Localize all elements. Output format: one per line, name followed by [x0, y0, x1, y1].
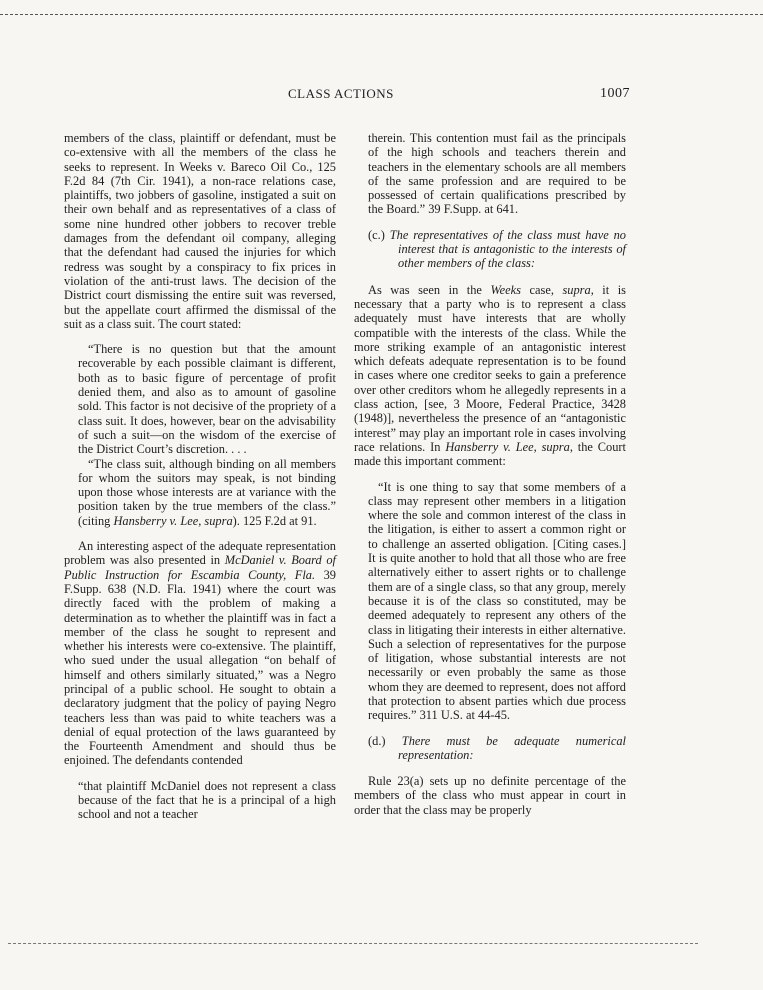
section-heading-c	[368, 228, 626, 271]
heading-label: (c.)	[368, 227, 385, 242]
heading-text: There must be adequate numerical representation:	[398, 733, 626, 762]
section-heading-d	[368, 734, 626, 763]
paragraph: An interesting aspect of the adequate representation problem was also presented in McDaniel v. Board of Public Instruction for Escambia County, Fla. 39 F.Supp. 638 (N.D. Fla. 1941) where the court was directly faced with the problem of making a determination as to whether the plaintiff was in fact a member of the class he sought to represent and whether his interests were co-extensive. The plaintiff, who sued under the usual allegation “on behalf of himself and others similarly situated,” was a Negro principal of a public school. He sought to obtain a declaratory judgment that the policy of paying Negro teachers less than was paid to white teachers was a denial of equal protection of the laws guaranteed by the Fourteenth Amendment and should thus be enjoined. The defendants contended	[64, 539, 336, 768]
paragraph: Rule 23(a) sets up no definite percentage of the members of the class who must appear in court in order that the class may be properly	[354, 774, 626, 817]
quote-paragraph: “There is no question but that the amount recoverable by each possible claimant is different, both as to basic figure of percentage of profit denied them, and also as to amount of gasoline sold. This factor is not decisive of the propriety of a class suit. It does, however, bear on the advisability of such a suit—on the wisdom of the exercise of the District Court’s discretion. . . .	[78, 342, 336, 457]
quote-paragraph: “It is one thing to say that some members of a class may represent other members in a litigation where the sole and common interest of the class in the litigation, is either to assert a common right or to challenge an asserted obligation. [Citing cases.] It is quite another to hold that all those who are free alternatively either to assert rights or to challenge them are of a single class, so that any group, merely because it is of the class so constituted, may be deemed adequately to represent any others of the class in litigating their interests in either alternative. Such a selection of representatives for the purpose of litigation, whose substantial interests are not necessarily or even probably the same as those whom they are deemed to represent, does not afford that protection to absent parties which due process requires.” 311 U.S. at 44-45.	[368, 479, 626, 723]
bottom-border	[8, 943, 698, 944]
paragraph: As was seen in the Weeks case, supra, it is necessary that a party who is to represent a class adequately must have interests that are wholly compatible with the interests of the class. While the more striking example of an antagonistic interest which defeats adequate representation is to be found in cases where one creditor seeks to gain a preference over other creditors whom he allegedly represents in a class action, [see, 3 Moore, Federal Practice, 3428 (1948)], nevertheless the presence of an “antagonistic interest” may play an important role in cases involving race relations. In Hansberry v. Lee, supra, the Court made this important comment:	[354, 282, 627, 469]
block-quote	[368, 480, 626, 723]
block-quote	[78, 779, 336, 822]
case-citation: McDaniel v. Board of Public Instruction for Escambia County, Fla.	[64, 553, 336, 582]
quote-paragraph: “that plaintiff McDaniel does not represent a class because of the fact that he is a principal of a high school and not a teacher	[78, 778, 336, 822]
top-border	[0, 14, 763, 15]
page-number: 1007	[600, 86, 630, 101]
quote-paragraph: “The class suit, although binding on all members for whom the suitors may speak, is not binding upon those whose interests are at variance with the position taken by the true members of the class.” (citing Hansberry v. Lee, supra). 125 F.2d at 91.	[78, 456, 336, 528]
running-title: CLASS ACTIONS	[288, 86, 394, 101]
case-citation: Hansberry v. Lee, supra	[113, 513, 233, 528]
right-column	[354, 131, 626, 828]
left-column	[64, 131, 336, 833]
case-citation: Hansberry v. Lee, supra	[445, 439, 570, 454]
heading-label: (d.)	[368, 733, 386, 748]
paragraph: members of the class, plaintiff or defendant, must be co-extensive with all the members of the class he seeks to represent. In Weeks v. Bareco Oil Co., 125 F.2d 84 (7th Cir. 1941), a non-race relations case, plaintiffs, two jobbers of gasoline, instigated a suit on their own behalf and as representatives of a class of some nine hundred other jobbers to recover treble damages from the defendant oil company, alleging that the defendant had caused the injuries for which redress was sought by a conspiracy to fix prices in violation of the anti-trust laws. The decision of the District court dismissing the entire suit was reversed, but the appellate court affirmed the dismissal of the suit as a class suit. The court stated:	[64, 131, 336, 331]
block-quote	[78, 342, 336, 528]
heading-text: The representatives of the class must have no interest that is antagonistic to the interests of other members of the class:	[389, 227, 626, 271]
quote-paragraph: therein. This contention must fail as the principals of the high schools and teachers therein and teachers in the elementary schools are all members of the same profession and are required to be possessed of certain qualifications prescribed by the Board.” 39 F.Supp. at 641.	[368, 131, 626, 217]
block-quote-continued	[368, 131, 626, 217]
